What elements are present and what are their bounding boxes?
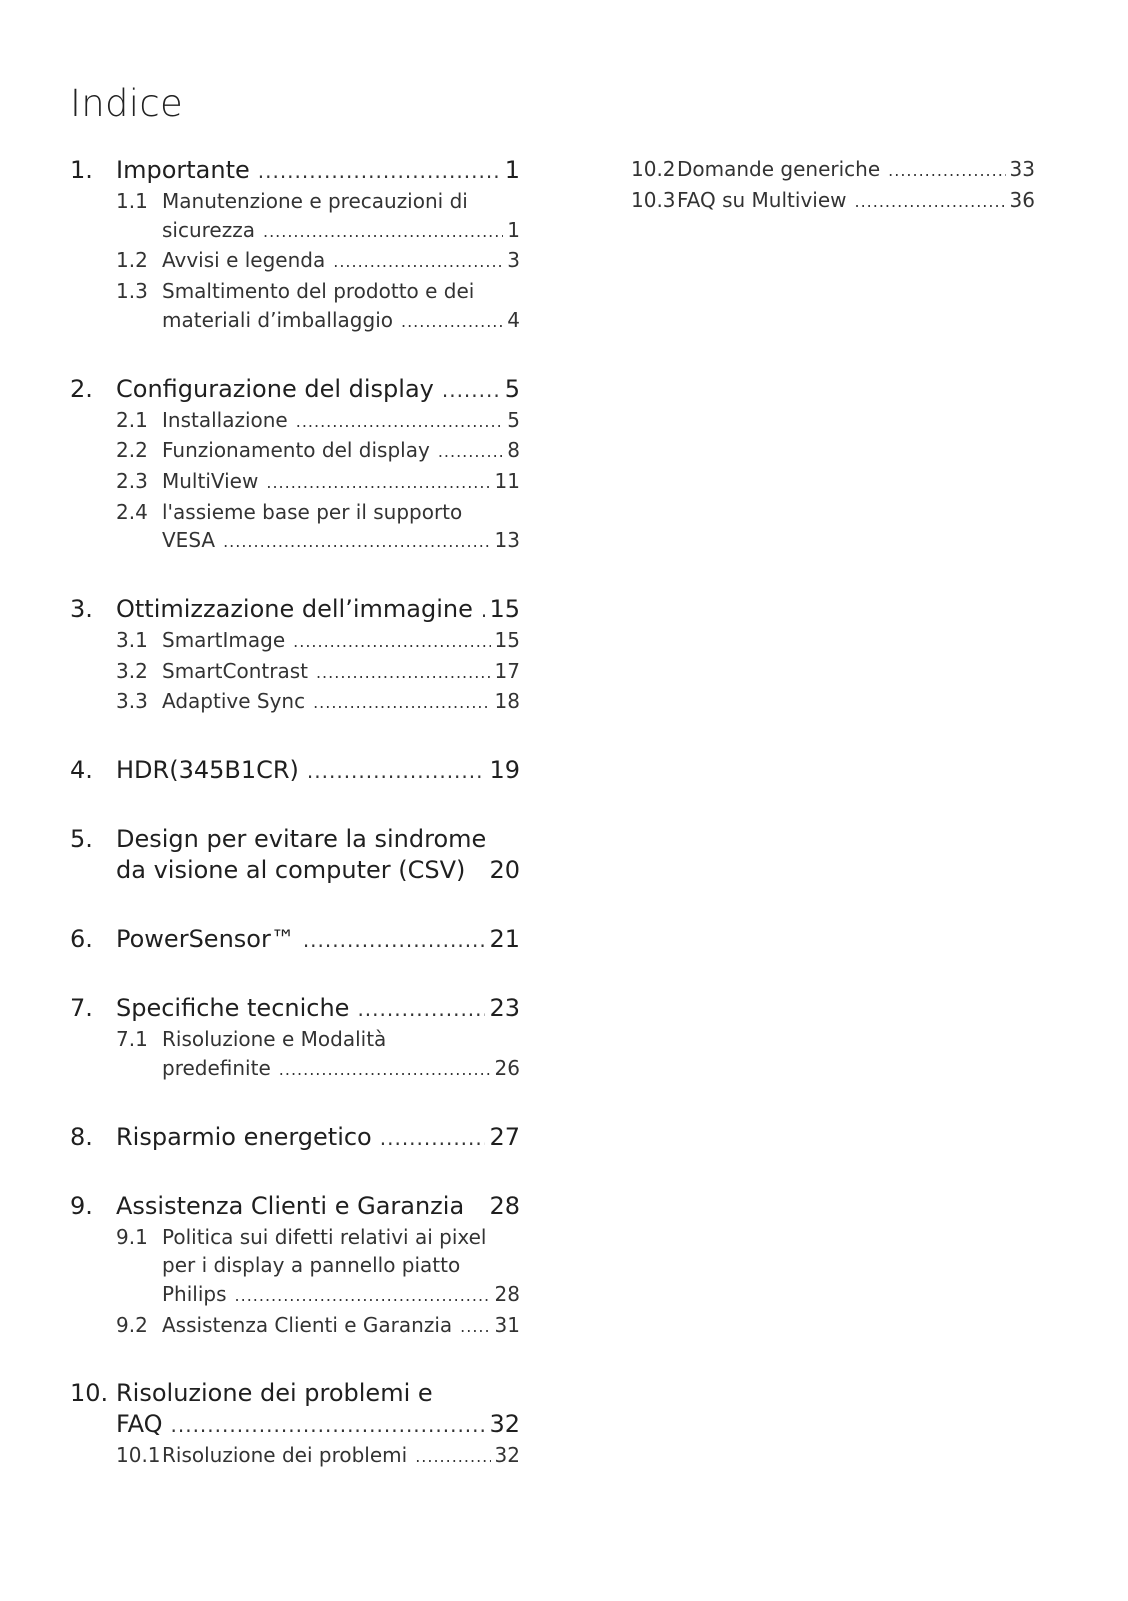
entry-number: 2.4 <box>116 499 148 524</box>
entry-text <box>162 626 520 657</box>
entry-line <box>162 626 520 657</box>
entry-line <box>162 1025 520 1054</box>
leader-dots <box>307 756 486 787</box>
leader-dots <box>442 375 501 406</box>
entry-title-line: Philips <box>162 1281 227 1306</box>
entry-line <box>162 216 520 247</box>
entry-text <box>162 406 520 437</box>
entry-number: 10.2 <box>631 157 676 181</box>
entry-line <box>162 1311 520 1342</box>
entry-page-number: 1 <box>507 217 520 242</box>
leader-dots <box>333 248 503 277</box>
entry-line <box>162 498 520 527</box>
leader-dots <box>481 595 486 626</box>
entry-text <box>162 1441 520 1472</box>
entry-title-line: predefinite <box>162 1055 271 1080</box>
entry-page-number: 27 <box>489 1122 520 1151</box>
entry-line <box>162 467 520 498</box>
toc-section-entry[interactable] <box>70 626 520 657</box>
toc-section-entry[interactable] <box>70 277 520 336</box>
entry-title-line: MultiView <box>162 468 259 493</box>
leader-dots <box>235 1282 491 1311</box>
entry-text <box>116 824 520 887</box>
toc-chapter-entry[interactable] <box>70 993 520 1025</box>
entry-title-line: Design per evitare la sindrome <box>116 825 487 854</box>
entry-line <box>116 374 520 406</box>
entry-title-line: Politica sui difetti relativi ai pixel <box>162 1224 487 1249</box>
entry-line <box>162 1280 520 1311</box>
entry-page-number: 4 <box>507 307 520 332</box>
entry-page-number: 18 <box>494 689 520 714</box>
entry-page-number: 11 <box>494 468 520 493</box>
entry-line <box>116 1378 520 1409</box>
entry-text <box>162 1311 520 1342</box>
entry-line <box>677 186 1035 217</box>
toc-chapter-entry[interactable] <box>70 374 520 406</box>
entry-title-line: Installazione <box>162 407 288 432</box>
entry-line <box>162 1054 520 1085</box>
entry-number: 9. <box>70 1191 93 1220</box>
entry-title-line: per i display a pannello piatto <box>162 1253 461 1278</box>
entry-text <box>162 467 520 498</box>
leader-dots <box>296 408 504 437</box>
entry-text <box>162 187 520 246</box>
entry-page-number: 15 <box>494 628 520 653</box>
entry-title-line: da visione al computer (CSV) <box>116 856 466 885</box>
entry-text <box>116 1122 520 1154</box>
toc-section-entry[interactable] <box>70 1223 520 1311</box>
entry-line <box>116 993 520 1025</box>
entry-text <box>162 498 520 557</box>
toc-section-entry[interactable] <box>70 1025 520 1084</box>
entry-number: 10. <box>70 1379 109 1408</box>
entry-title-line: Adaptive Sync <box>162 689 306 714</box>
entry-title-line: Smaltimento del prodotto e dei <box>162 279 475 304</box>
entry-text <box>116 155 520 187</box>
entry-line <box>162 406 520 437</box>
toc-section-entry[interactable] <box>70 467 520 498</box>
entry-number: 7. <box>70 994 93 1023</box>
entry-text <box>116 755 520 787</box>
entry-title-line: FAQ su Multiview <box>677 187 847 212</box>
leader-dots <box>855 188 1006 217</box>
entry-line <box>162 306 520 337</box>
entry-page-number: 21 <box>489 925 520 954</box>
entry-title-line: PowerSensor™ <box>116 925 295 954</box>
entry-number: 1.1 <box>116 189 148 213</box>
entry-title-line: SmartImage <box>162 628 286 653</box>
toc-chapter-entry[interactable] <box>70 824 520 887</box>
entry-number: 1. <box>70 156 93 184</box>
entry-text <box>162 436 520 467</box>
entry-line <box>162 436 520 467</box>
entry-page-number: 33 <box>1009 157 1035 181</box>
entry-title-line: Risparmio energetico <box>116 1122 372 1151</box>
toc-chapter-entry[interactable] <box>70 1378 520 1441</box>
leader-dots <box>313 689 490 718</box>
entry-title-line: SmartContrast <box>162 658 308 683</box>
entry-number: 1.2 <box>116 248 148 273</box>
leader-dots <box>258 156 501 187</box>
entry-title-line: FAQ <box>116 1410 163 1439</box>
entry-page-number: 17 <box>494 658 520 683</box>
entry-text <box>162 657 520 688</box>
leader-dots <box>171 1410 486 1441</box>
entry-line <box>116 155 520 187</box>
entry-title-line: Assistenza Clienti e Garanzia <box>116 1191 465 1220</box>
entry-line <box>162 277 520 306</box>
leader-dots <box>460 1313 490 1342</box>
entry-page-number: 31 <box>494 1312 520 1337</box>
toc-section-entry[interactable] <box>631 186 1035 217</box>
entry-title-line: Funzionamento del display <box>162 438 430 463</box>
entry-line <box>116 1191 520 1223</box>
entry-number: 2. <box>70 374 93 403</box>
entry-title-line: Ottimizzazione dell’immagine <box>116 595 473 624</box>
entry-page-number: 20 <box>489 856 520 885</box>
entry-number: 2.1 <box>116 407 148 432</box>
entry-title-line: Specifiche tecniche <box>116 994 350 1023</box>
entry-page-number: 8 <box>507 438 520 463</box>
entry-line <box>162 526 520 557</box>
entry-page-number: 13 <box>494 528 520 553</box>
entry-line <box>162 687 520 718</box>
leader-dots <box>293 628 490 657</box>
entry-text <box>677 186 1035 217</box>
entry-number: 4. <box>70 756 93 785</box>
leader-dots <box>316 659 491 688</box>
entry-text <box>162 1223 520 1311</box>
leader-dots <box>357 994 485 1025</box>
entry-page-number: 5 <box>507 407 520 432</box>
leader-dots <box>438 438 503 467</box>
toc-section-entry[interactable] <box>70 246 520 277</box>
entry-text <box>116 1378 520 1441</box>
toc-column-right <box>631 155 1035 216</box>
entry-page-number: 5 <box>504 374 520 403</box>
entry-line <box>116 755 520 787</box>
entry-text <box>116 924 520 956</box>
entry-number: 7.1 <box>116 1027 148 1052</box>
entry-page-number: 1 <box>504 156 520 184</box>
entry-page-number: 3 <box>507 248 520 273</box>
entry-page-number: 28 <box>494 1281 520 1306</box>
entry-text <box>162 687 520 718</box>
entry-line <box>116 594 520 626</box>
entry-line <box>116 1122 520 1154</box>
entry-page-number: 15 <box>489 595 520 624</box>
entry-text <box>116 993 520 1025</box>
leader-dots <box>223 528 490 557</box>
entry-number: 8. <box>70 1122 93 1151</box>
entry-title-line: Risoluzione dei problemi e <box>116 1379 433 1408</box>
toc-chapter-entry[interactable] <box>70 155 520 187</box>
entry-line <box>162 1223 520 1252</box>
toc-section-entry[interactable] <box>70 436 520 467</box>
entry-line <box>116 855 520 887</box>
entry-page-number: 32 <box>489 1410 520 1439</box>
entry-title-line: Risoluzione e Modalità <box>162 1027 387 1052</box>
entry-number: 9.1 <box>116 1224 148 1249</box>
leader-dots <box>401 308 503 337</box>
toc-chapter-entry[interactable] <box>70 755 520 787</box>
toc-section-entry[interactable] <box>70 498 520 557</box>
entry-title-line: Importante <box>116 156 250 184</box>
entry-title-line: Avvisi e legenda <box>162 248 326 273</box>
entry-number: 3.3 <box>116 689 148 714</box>
entry-line <box>116 1409 520 1441</box>
entry-page-number: 23 <box>489 994 520 1023</box>
entry-title-line: VESA <box>162 528 216 553</box>
leader-dots <box>888 157 1005 186</box>
entry-text <box>116 594 520 626</box>
entry-text <box>162 277 520 336</box>
entry-number: 10.3 <box>631 187 676 212</box>
entry-title-line: Risoluzione dei problemi <box>162 1443 408 1468</box>
entry-number: 3.1 <box>116 628 148 653</box>
toc-chapter-entry[interactable] <box>70 1191 520 1223</box>
entry-number: 2.2 <box>116 438 148 463</box>
entry-text <box>677 155 1035 186</box>
entry-line <box>116 924 520 956</box>
entry-number: 9.2 <box>116 1312 148 1337</box>
entry-page-number: 32 <box>494 1443 520 1468</box>
entry-title-line: Manutenzione e precauzioni di <box>162 189 468 213</box>
entry-number: 6. <box>70 925 93 954</box>
entry-title-line: sicurezza <box>162 217 255 242</box>
entry-page-number: 36 <box>1009 187 1035 212</box>
entry-text <box>162 1025 520 1084</box>
entry-text <box>162 246 520 277</box>
toc-section-entry[interactable] <box>70 687 520 718</box>
entry-text <box>116 1191 520 1223</box>
toc-section-entry[interactable] <box>631 155 1035 186</box>
entry-line <box>162 657 520 688</box>
entry-number: 5. <box>70 825 93 854</box>
toc-column-left <box>70 155 520 1472</box>
entry-title-line: l'assieme base per il supporto <box>162 499 463 524</box>
toc-section-entry[interactable] <box>70 657 520 688</box>
entry-line <box>677 155 1035 186</box>
toc-chapter-entry[interactable] <box>70 924 520 956</box>
leader-dots <box>380 1123 486 1154</box>
entry-number: 3.2 <box>116 658 148 683</box>
entry-line <box>162 246 520 277</box>
toc-section-entry[interactable] <box>70 1441 520 1472</box>
entry-title-line: Domande generiche <box>677 157 881 181</box>
entry-title-line: Assistenza Clienti e Garanzia <box>162 1312 453 1337</box>
entry-number: 3. <box>70 595 93 624</box>
entry-page-number: 19 <box>489 756 520 785</box>
entry-line <box>162 187 520 216</box>
leader-dots <box>279 1056 491 1085</box>
toc-section-entry[interactable] <box>70 406 520 437</box>
leader-dots <box>263 218 503 247</box>
entry-title-line: materiali d’imballaggio <box>162 307 393 332</box>
toc-chapter-entry[interactable] <box>70 1122 520 1154</box>
leader-dots <box>415 1443 490 1472</box>
entry-page-number: 26 <box>494 1055 520 1080</box>
entry-line <box>162 1441 520 1472</box>
entry-number: 10.1 <box>116 1443 161 1468</box>
toc-section-entry[interactable] <box>70 1311 520 1342</box>
entry-number: 1.3 <box>116 279 148 304</box>
entry-title-line: HDR(345B1CR) <box>116 756 299 785</box>
toc-chapter-entry[interactable] <box>70 594 520 626</box>
leader-dots <box>303 925 486 956</box>
leader-dots <box>266 469 490 498</box>
entry-number: 2.3 <box>116 468 148 493</box>
entry-page-number: 28 <box>489 1191 520 1220</box>
page-title: Indice <box>70 82 184 125</box>
entry-title-line: Configurazione del display <box>116 374 434 403</box>
toc-section-entry[interactable] <box>70 187 520 246</box>
entry-text <box>116 374 520 406</box>
entry-line <box>116 824 520 855</box>
entry-line <box>162 1251 520 1280</box>
